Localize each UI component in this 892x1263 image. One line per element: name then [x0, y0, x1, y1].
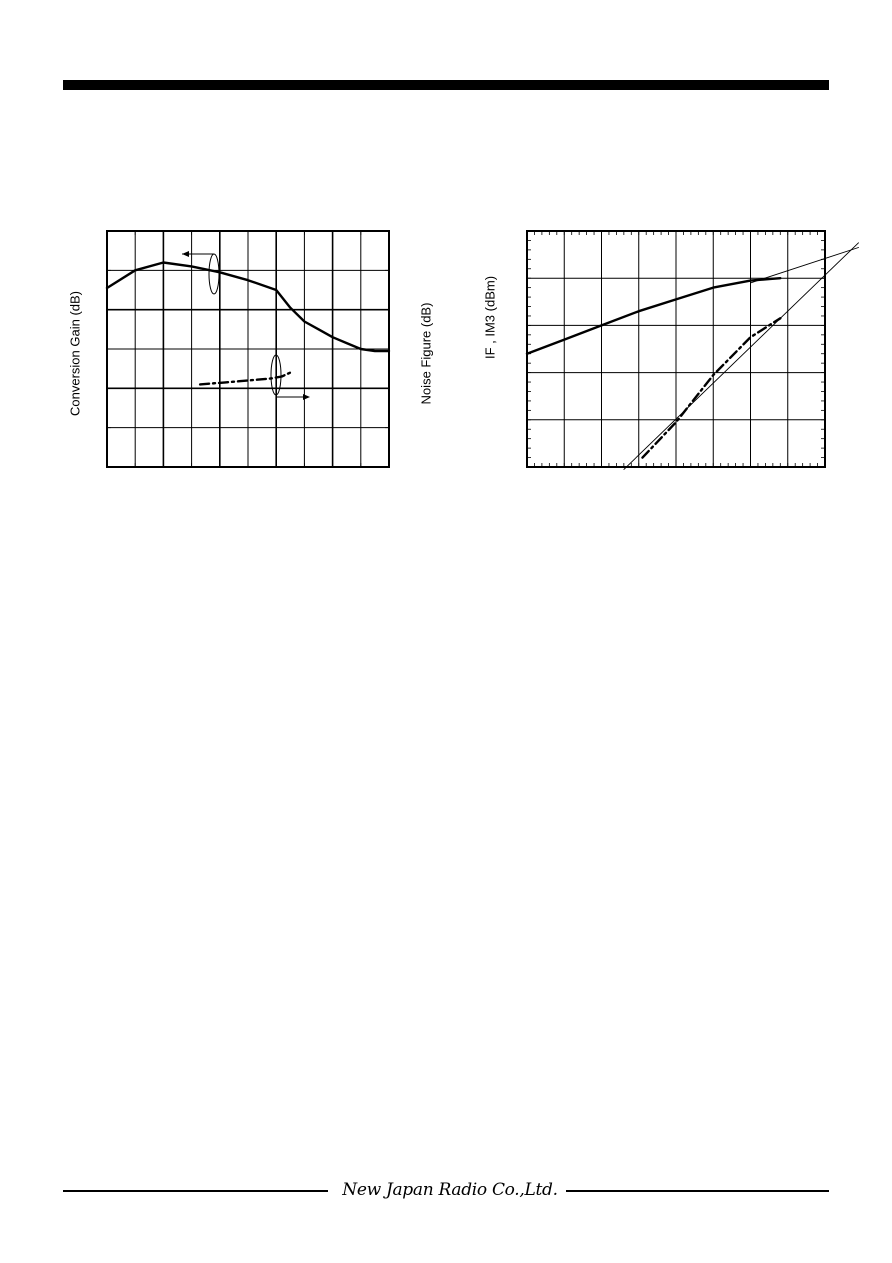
chart1-gain-marker-ellipse: [209, 254, 219, 294]
footer-rule-left: [63, 1190, 328, 1192]
chart2-ylabel: IF , IM3 (dBm): [482, 275, 498, 360]
company-logo: New Japan Radio Co.,Ltd.: [342, 1180, 558, 1200]
chart2-series-3-line: [751, 248, 859, 283]
chart1-nf-arrowhead: [303, 394, 310, 400]
chart2-series-1-line: [527, 278, 780, 354]
chart2-series-4-line: [624, 243, 859, 470]
chart1-ylabel-right: Noise Figure (dB): [418, 302, 434, 405]
footer-rule-right: [566, 1190, 829, 1192]
chart1-ylabel-left: Conversion Gain (dB): [67, 291, 83, 416]
chart1-gain-arrowhead: [182, 251, 189, 257]
chart2-series-2-line: [643, 318, 781, 457]
